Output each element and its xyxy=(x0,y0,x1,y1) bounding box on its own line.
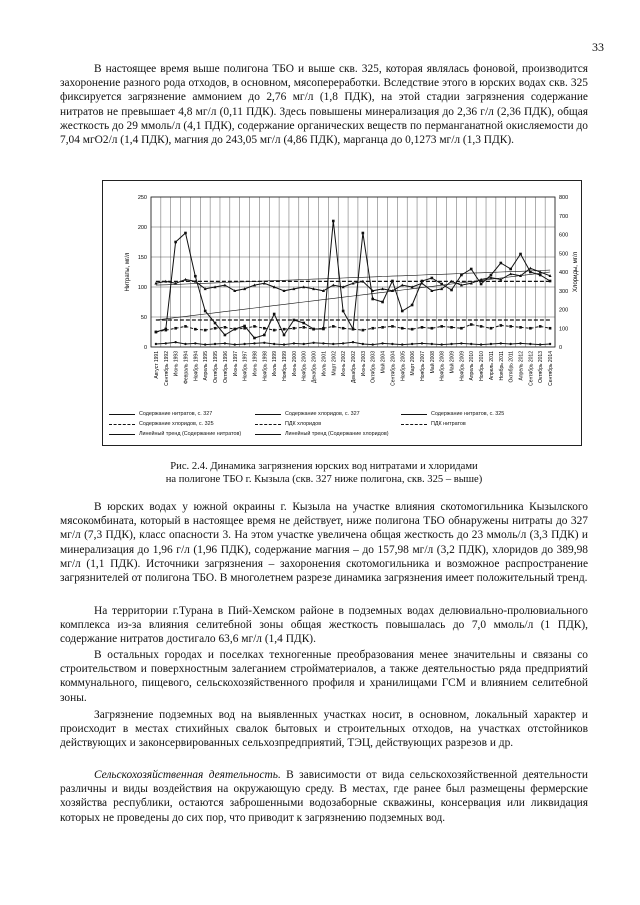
data-point xyxy=(480,325,483,328)
data-point xyxy=(214,343,216,345)
data-point xyxy=(421,342,423,344)
data-point xyxy=(431,277,434,280)
data-point xyxy=(509,343,511,345)
data-point xyxy=(253,337,256,340)
data-point xyxy=(194,275,197,278)
data-point xyxy=(440,343,442,345)
x-tick-label: Июнь 2003 xyxy=(360,351,367,377)
data-point xyxy=(371,327,374,330)
x-tick-label: Ноябрь 2005 xyxy=(400,351,407,381)
y-tick-right: 0 xyxy=(559,345,563,351)
data-point xyxy=(184,232,187,235)
data-point xyxy=(509,268,512,271)
data-point xyxy=(490,327,493,330)
data-point xyxy=(155,331,158,334)
y-tick-right: 800 xyxy=(559,195,569,201)
data-point xyxy=(470,343,472,345)
data-point xyxy=(519,253,522,256)
data-point xyxy=(509,325,512,328)
data-point xyxy=(174,327,177,330)
data-point xyxy=(273,329,276,332)
x-tick-label: Ноябрь 1999 xyxy=(282,351,289,381)
x-tick-label: Апрель 1995 xyxy=(203,351,210,381)
data-point xyxy=(519,326,522,329)
data-point xyxy=(204,310,207,313)
caption-line-2: на полигоне ТБО г. Кызыла (скв. 327 ниже полигона, скв. 325 – выше) xyxy=(165,474,483,485)
data-point xyxy=(470,268,473,271)
data-point xyxy=(302,322,305,325)
caption-line-1: Рис. 2.4. Динамика загрязнения юрских вод нитратами и хлоридами xyxy=(170,461,478,472)
data-point xyxy=(490,343,492,345)
data-point xyxy=(243,327,246,330)
x-tick-label: Июнь 1993 xyxy=(173,351,180,377)
data-point xyxy=(480,283,483,286)
data-point xyxy=(480,343,482,345)
x-tick-label: Июнь 1998 xyxy=(252,351,259,377)
y-tick-right: 200 xyxy=(559,307,569,314)
x-tick-label: Ноябрь 2009 xyxy=(459,351,466,381)
data-point xyxy=(372,343,374,345)
x-tick-label: Октябрь 1996 xyxy=(222,351,229,383)
data-point xyxy=(460,274,463,277)
data-point xyxy=(243,343,245,345)
y-tick-left: 50 xyxy=(140,315,147,321)
data-point xyxy=(184,325,187,328)
data-point xyxy=(490,274,493,277)
legend-item: ПДК хлоридов xyxy=(255,421,401,427)
paragraph-intro: В настоящее время выше полигона ТБО и выше скв. 325, которая являлась фоновой, производится захоронение разного рода отходов, в основном, мясопереработки. Вследствие этого в юрских водах скв. 325 фиксируется загрязнение аммонием до 2,76 мг/л (1,8 ПДК), на этой стадии загрязнения содержание нитратов не превышает 4,8 мг/л (0,11 ПДК). Здесь повышены минерализация до 2,36 г/л (2,36 ПДК), общая жесткость до 29 ммоль/л (4,1 ПДК), содержание органических веществ по перманганатной окисляемости до 7,04 мгО2/л (1,4 ПДК), магния до 243,05 мг/л (4,86 ПДК), марганца до 0,1273 мг/л (1,3 ПДК). xyxy=(60,63,588,147)
y-tick-left: 250 xyxy=(137,195,147,201)
x-tick-label: Июнь 2000 xyxy=(291,351,298,377)
data-point xyxy=(342,310,345,313)
x-tick-label: Май 2008 xyxy=(429,351,436,374)
x-tick-label: Ноябрь 2007 xyxy=(419,351,426,381)
data-point xyxy=(312,342,314,344)
data-point xyxy=(224,342,226,344)
y-tick-right: 600 xyxy=(559,232,569,239)
chart-figure xyxy=(102,180,582,446)
data-point xyxy=(194,328,197,331)
y-tick-right: 300 xyxy=(559,288,569,295)
data-point xyxy=(500,262,503,265)
data-point xyxy=(362,343,364,345)
figure-caption xyxy=(60,460,588,486)
paragraph-agriculture: Сельскохозяйственная деятельность. В зависимости от вида сельскохозяйственной деятельности различны и виды воздействия на окружающую среду. В местах, где ранее был размещены фермерские хозяйства республики, остаются заброшенными водозаборные скважины, консервация или ликвидация которых не проведены до сих пор, что приводит к загрязнению подземных вод. xyxy=(60,769,589,824)
data-point xyxy=(243,325,246,328)
x-tick-label: Ноябрь 1994 xyxy=(193,351,200,381)
data-point xyxy=(362,329,365,332)
data-point xyxy=(342,342,344,344)
data-point xyxy=(283,343,285,345)
data-point xyxy=(293,342,295,344)
y-tick-left: 0 xyxy=(143,345,147,351)
data-point xyxy=(401,327,404,330)
data-point xyxy=(165,342,167,344)
data-point xyxy=(381,301,384,304)
data-point xyxy=(332,220,335,223)
data-point xyxy=(450,343,452,345)
legend-item: Содержание нитратов, с. 325 xyxy=(401,411,547,417)
x-tick-label: Октябрь 1995 xyxy=(213,351,220,383)
data-point xyxy=(332,343,334,345)
data-point xyxy=(362,232,365,235)
data-point xyxy=(411,304,414,307)
x-tick-label: Июнь 2002 xyxy=(341,351,348,377)
data-point xyxy=(293,327,296,330)
x-tick-label: Октябрь 2003 xyxy=(370,351,377,383)
data-point xyxy=(352,328,355,331)
data-point xyxy=(450,326,453,329)
data-point xyxy=(539,343,541,345)
data-point xyxy=(411,343,413,345)
x-tick-label: Сентябрь 2004 xyxy=(390,351,397,386)
y-tick-left: 100 xyxy=(137,285,147,291)
data-point xyxy=(283,334,286,337)
y-tick-right: 700 xyxy=(559,213,569,220)
x-tick-label: Ноябрь 1997 xyxy=(242,351,249,381)
legend-item: Содержание хлоридов, с. 327 xyxy=(255,411,401,417)
x-tick-label: Декабрь 2002 xyxy=(351,351,357,384)
page-number: 33 xyxy=(592,40,604,54)
x-tick-label: Февраль 1994 xyxy=(183,351,190,384)
x-tick-label: Ноябрь 2008 xyxy=(439,351,446,381)
data-point xyxy=(421,326,424,329)
data-point xyxy=(549,327,552,330)
data-point xyxy=(460,327,463,330)
data-point xyxy=(184,343,186,345)
series-line xyxy=(156,272,550,320)
paragraph-turan: На территории г.Турана в Пий-Хемском районе в подземных водах делювиально-пролювиального комплекса из-за влияния селитебной зоны общая жесткость повышалась до 7,0 ммоль/л (1 ПДК), содержание нитратов достигало 63,6 мг/л (1,4 ПДК). xyxy=(60,605,588,646)
chart-legend xyxy=(109,409,577,439)
x-tick-label: Сентябрь 2012 xyxy=(528,351,535,386)
data-point xyxy=(224,334,227,337)
data-point xyxy=(401,343,403,345)
data-point xyxy=(431,343,433,345)
data-point xyxy=(500,342,502,344)
x-tick-label: Апрель 2010 xyxy=(469,351,476,381)
data-point xyxy=(529,267,532,270)
data-point xyxy=(500,324,503,327)
data-point xyxy=(539,325,542,328)
y-axis-label-left: Нитраты, мг/л xyxy=(125,252,131,292)
legend-item: ПДК нитратов xyxy=(401,421,547,427)
data-point xyxy=(273,313,276,316)
data-point xyxy=(411,328,414,331)
y-tick-left: 200 xyxy=(137,225,147,231)
data-point xyxy=(214,322,217,325)
data-point xyxy=(440,325,443,328)
data-point xyxy=(253,342,255,344)
data-point xyxy=(342,327,345,330)
section-heading-agriculture: Сельскохозяйственная деятельность. xyxy=(94,769,281,781)
x-tick-label: Март 2002 xyxy=(331,351,338,376)
legend-item: Линейный тренд (Содержание нитратов) xyxy=(109,431,255,437)
data-point xyxy=(263,334,266,337)
data-point xyxy=(549,343,551,345)
data-point xyxy=(431,327,434,330)
legend-item: Линейный тренд (Содержание хлоридов) xyxy=(255,431,401,437)
x-tick-label: Май 2009 xyxy=(449,351,456,374)
data-point xyxy=(174,241,177,244)
data-point xyxy=(391,325,394,328)
data-point xyxy=(312,328,315,331)
x-tick-label: Март 2006 xyxy=(410,351,417,376)
data-point xyxy=(371,298,374,301)
y-tick-right: 400 xyxy=(559,270,569,276)
x-tick-label: Май 2004 xyxy=(380,351,387,374)
x-tick-label: Ноябрь 2011 xyxy=(498,351,505,381)
y-axis-label-right: Хлориды, мг/л xyxy=(573,251,579,293)
data-point xyxy=(273,343,275,345)
legend-item: Содержание хлоридов, с. 325 xyxy=(109,421,255,427)
paragraph-kyzyl: В юрских водах у южной окраины г. Кызыла на участке влияния скотомогильника Кызылского мясокомбината, который в настоящее время не действует, ниже полигона ТБО обнаружены нитраты до 327 мг/л (7,3 ПДК), класс опасности 3. На этом участке увеличена общая жесткость до 23 ммоль/л (3,3 ПДК) и минерализация до 1,96 г/л (1,96 ПДК), содержание магния – до 157,98 мг/л (3,2 ПДК), хлоридов до 389,98 мг/л (1,1 ПДК). Источники загрязнения – захоронения скотомогильника и возможное распространение загрязнителей от полигона ТБО. В многолетнем разрезе динамика загрязнения имеет положительный тренд. xyxy=(60,501,588,585)
x-tick-label: Октябрь 2013 xyxy=(538,351,545,383)
data-point xyxy=(381,342,383,344)
data-point xyxy=(263,327,266,330)
x-tick-label: Ноябрь 2010 xyxy=(479,351,486,381)
x-tick-label: Октябрь 2011 xyxy=(508,351,515,383)
data-point xyxy=(224,326,227,329)
x-tick-label: Август 1991 xyxy=(153,351,160,379)
x-tick-label: Ноябрь 2000 xyxy=(301,351,308,381)
data-point xyxy=(322,327,325,330)
x-tick-label: Сентябрь 2014 xyxy=(548,351,555,386)
y-tick-right: 500 xyxy=(559,251,569,258)
paragraph-local-pollution: Загрязнение подземных вод на выявленных участках носит, в основном, локальный характер и происходит в местах стихийных свалок бытовых и строительных отходов, на участках отстойников действующих и законсервированных сельхозпредприятий, ТЭЦ, действующих разрезов и др. xyxy=(60,709,588,750)
data-point xyxy=(470,323,473,326)
y-tick-right: 100 xyxy=(559,326,569,333)
data-point xyxy=(352,341,354,343)
data-point xyxy=(233,328,236,331)
chart-svg xyxy=(103,181,581,409)
data-point xyxy=(204,329,207,332)
data-point xyxy=(155,343,157,345)
data-point xyxy=(253,325,256,328)
data-point xyxy=(519,342,521,344)
paragraph-other-towns: В остальных городах и поселках техногенные преобразования менее значительны и связаны со строительством и поверхностным залеганием стройматериалов, а также деятельностью ряда предприятий коммунального, пищевого, сельскохозяйственного профиля и хранилищами ГСМ и влиянием селитебной зоны. xyxy=(60,649,588,704)
x-tick-label: Июль 2001 xyxy=(321,351,328,377)
data-point xyxy=(322,342,324,344)
y-tick-left: 150 xyxy=(137,255,147,261)
x-tick-label: Сентябрь 1992 xyxy=(163,351,170,386)
x-tick-label: Июнь 1997 xyxy=(232,351,239,377)
data-point xyxy=(391,343,393,345)
data-point xyxy=(539,274,542,277)
data-point xyxy=(450,289,453,292)
data-point xyxy=(164,329,167,332)
data-point xyxy=(529,343,531,345)
data-point xyxy=(234,343,236,345)
data-point xyxy=(381,326,384,329)
data-point xyxy=(204,343,206,345)
x-tick-label: Ноябрь 1998 xyxy=(262,351,269,381)
data-point xyxy=(174,341,176,343)
data-point xyxy=(263,342,265,344)
data-point xyxy=(283,328,286,331)
x-tick-label: Апрель 2012 xyxy=(518,351,525,381)
data-point xyxy=(529,327,532,330)
x-tick-label: Июль 1999 xyxy=(272,351,279,377)
data-point xyxy=(194,342,196,344)
x-tick-label: Апрель 2011 xyxy=(488,351,495,381)
data-point xyxy=(214,327,217,330)
x-tick-label: Декабрь 2000 xyxy=(311,351,318,384)
legend-item: Содержание нитратов, с. 327 xyxy=(109,411,255,417)
data-point xyxy=(332,325,335,328)
data-point xyxy=(401,310,404,313)
data-point xyxy=(302,326,305,329)
data-point xyxy=(303,343,305,345)
data-point xyxy=(460,342,462,344)
